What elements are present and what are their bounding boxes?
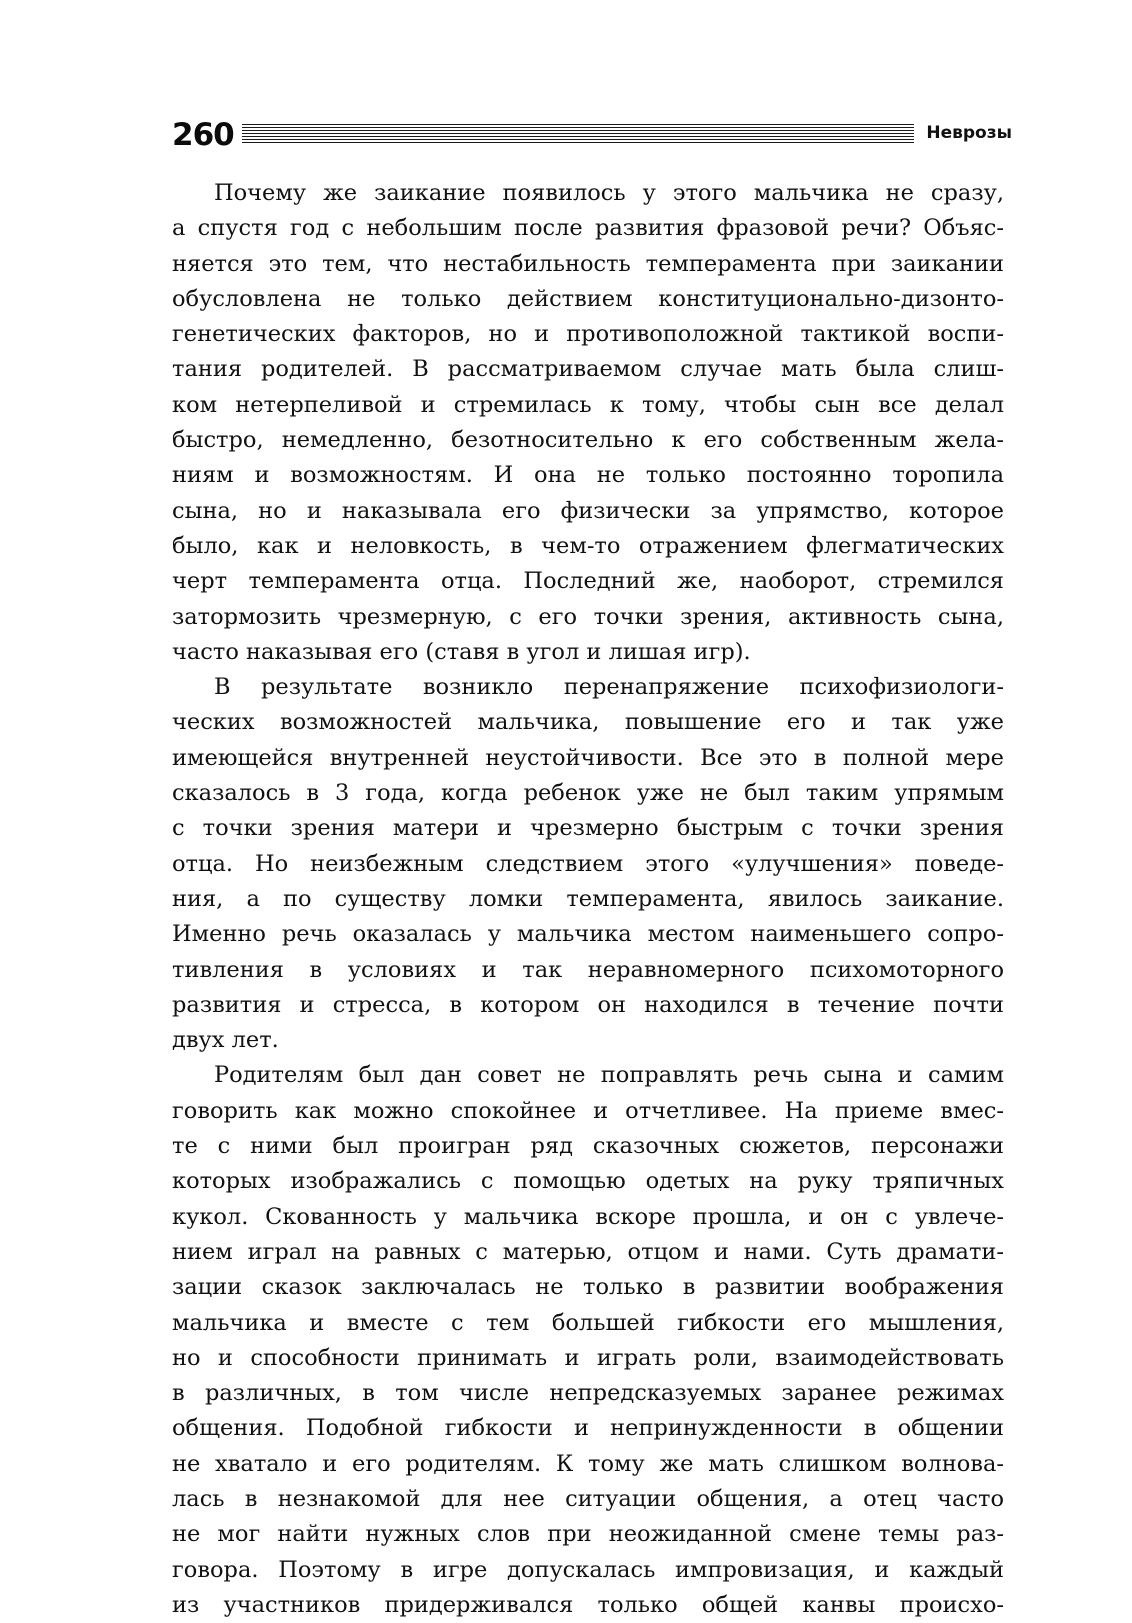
text-line: ком нетерпеливой и стремилась к тому, чтобы сын все делал (172, 391, 1004, 418)
text-line: ческих возможностей мальчика, повышение его и так уже (172, 709, 1004, 736)
page-number: 260 (172, 116, 234, 153)
text-line: говорить как можно спокойнее и отчетливее. На приеме вмес- (172, 1097, 1004, 1124)
text-line: те с ними был проигран ряд сказочных сюжетов, персонажи (172, 1133, 1004, 1160)
text-line: часто наказывая его (ставя в угол и лишая игр). (172, 638, 751, 665)
text-line: тания родителей. В рассматриваемом случае мать была слиш- (172, 356, 1004, 383)
text-line: В результате возникло перенапряжение психофизиологи- (214, 674, 1004, 701)
section-title: Неврозы (926, 123, 1012, 143)
text-line: Родителям был дан совет не поправлять речь сына и самим (214, 1062, 1004, 1089)
running-header (172, 112, 1012, 154)
text-line: черт темперамента отца. Последний же, наоборот, стремился (172, 568, 1004, 595)
text-line: двух лет. (172, 1027, 279, 1054)
text-line: сказалось в 3 года, когда ребенок уже не был таким упрямым (172, 780, 1004, 807)
text-line: ниям и возможностям. И она не только постоянно торопила (172, 462, 1004, 489)
text-line: зации сказок заключалась не только в развитии воображения (172, 1274, 1004, 1301)
text-line: сына, но и наказывала его физически за упрямство, которое (172, 497, 1004, 524)
text-line: имеющейся внутренней неустойчивости. Все это в полной мере (172, 744, 1004, 771)
paragraph-3 (172, 1058, 1004, 1623)
text-line: быстро, немедленно, безотносительно к его собственным жела- (172, 427, 1004, 454)
paragraph-2 (172, 670, 1004, 1058)
text-line: тивления в условиях и так неравномерного психомоторного (172, 956, 1004, 983)
text-line: нием играл на равных с матерью, отцом и нами. Суть драмати- (172, 1238, 1004, 1265)
text-line: не хватало и его родителям. К тому же мать слишком волнова- (172, 1450, 1004, 1477)
text-line: которых изображались с помощью одетых на руку тряпичных (172, 1168, 1004, 1195)
body-text (172, 176, 1004, 1623)
text-line: не мог найти нужных слов при неожиданной смене темы раз- (172, 1521, 1004, 1548)
text-line: мальчика и вместе с тем большей гибкости его мышления, (172, 1309, 1004, 1336)
text-line: отца. Но неизбежным следствием этого «улучшения» поведе- (172, 850, 1004, 877)
text-line: было, как и неловкость, в чем-то отражением флегматических (172, 532, 1004, 559)
text-line: общения. Подобной гибкости и непринужденности в общении (172, 1415, 1004, 1442)
text-line: Именно речь оказалась у мальчика местом наименьшего сопро- (172, 921, 1004, 948)
text-line: няется это тем, что нестабильность темперамента при заикании (172, 250, 1004, 277)
text-line: с точки зрения матери и чрезмерно быстрым с точки зрения (172, 815, 1004, 842)
text-line: в различных, в том числе непредсказуемых заранее режимах (172, 1380, 1004, 1407)
text-line: из участников придерживался только общей канвы происхо- (172, 1591, 1004, 1618)
text-line: развития и стресса, в котором он находился в течение почти (172, 991, 1004, 1018)
text-line: говора. Поэтому в игре допускалась импровизация, и каждый (172, 1556, 1004, 1583)
text-line: затормозить чрезмерную, с его точки зрения, активность сына, (172, 603, 1004, 630)
paragraph-1 (172, 176, 1004, 670)
text-line: а спустя год с небольшим после развития фразовой речи? Объяс- (172, 215, 1004, 242)
header-rule (242, 124, 915, 143)
text-line: ния, а по существу ломки темперамента, явилось заикание. (172, 885, 1004, 912)
text-line: но и способности принимать и играть роли, взаимодействовать (172, 1344, 1004, 1371)
text-line: кукол. Скованность у мальчика вскоре прошла, и он с увлече- (172, 1203, 1004, 1230)
text-line: обусловлена не только действием конституционально-дизонто- (172, 285, 1004, 312)
text-line: генетических факторов, но и противоположной тактикой воспи- (172, 321, 1004, 348)
text-line: Почему же заикание появилось у этого мальчика не сразу, (214, 180, 1004, 206)
text-line: лась в незнакомой для нее ситуации общения, а отец часто (172, 1485, 1004, 1512)
